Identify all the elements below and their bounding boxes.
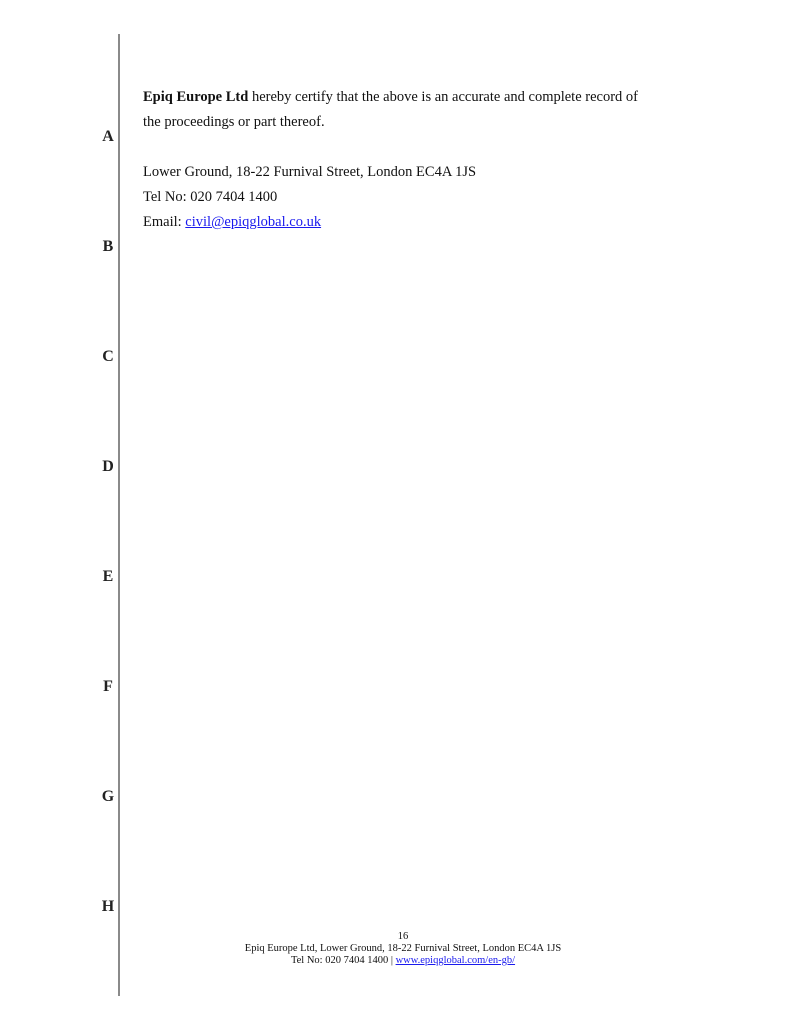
certification-line-1 <box>143 88 638 106</box>
footer-page-number: 16 <box>397 931 409 942</box>
company-name: Epiq Europe Ltd <box>143 89 249 105</box>
margin-rule <box>118 34 120 996</box>
footer-tel: Tel No: 020 7404 1400 | <box>290 955 396 966</box>
margin-letter-d: D <box>102 458 114 475</box>
contact-email-line <box>143 213 321 231</box>
footer-address: Epiq Europe Ltd, Lower Ground, 18-22 Furnival Street, London EC4A 1JS <box>244 943 562 954</box>
margin-letter-g: G <box>101 788 115 805</box>
email-label: Email: <box>143 214 186 230</box>
margin-letter-b: B <box>102 238 114 255</box>
contact-tel: Tel No: 020 7404 1400 <box>143 189 278 205</box>
footer-contact-line <box>120 955 686 967</box>
contact-address: Lower Ground, 18-22 Furnival Street, London EC4A 1JS <box>143 164 477 180</box>
margin-letter-e: E <box>102 568 114 585</box>
certification-statement: hereby certify that the above is an accurate and complete record of <box>248 89 639 105</box>
margin-letter-f: F <box>103 678 113 695</box>
footer-website-link[interactable]: www.epiqglobal.com/en-gb/ <box>395 955 516 966</box>
margin-letter-c: C <box>102 348 114 365</box>
margin-letter-h: H <box>101 898 115 915</box>
margin-letter-a: A <box>102 128 114 145</box>
certification-line-2: the proceedings or part thereof. <box>143 114 325 130</box>
email-link[interactable]: civil@epiqglobal.co.uk <box>185 214 322 230</box>
